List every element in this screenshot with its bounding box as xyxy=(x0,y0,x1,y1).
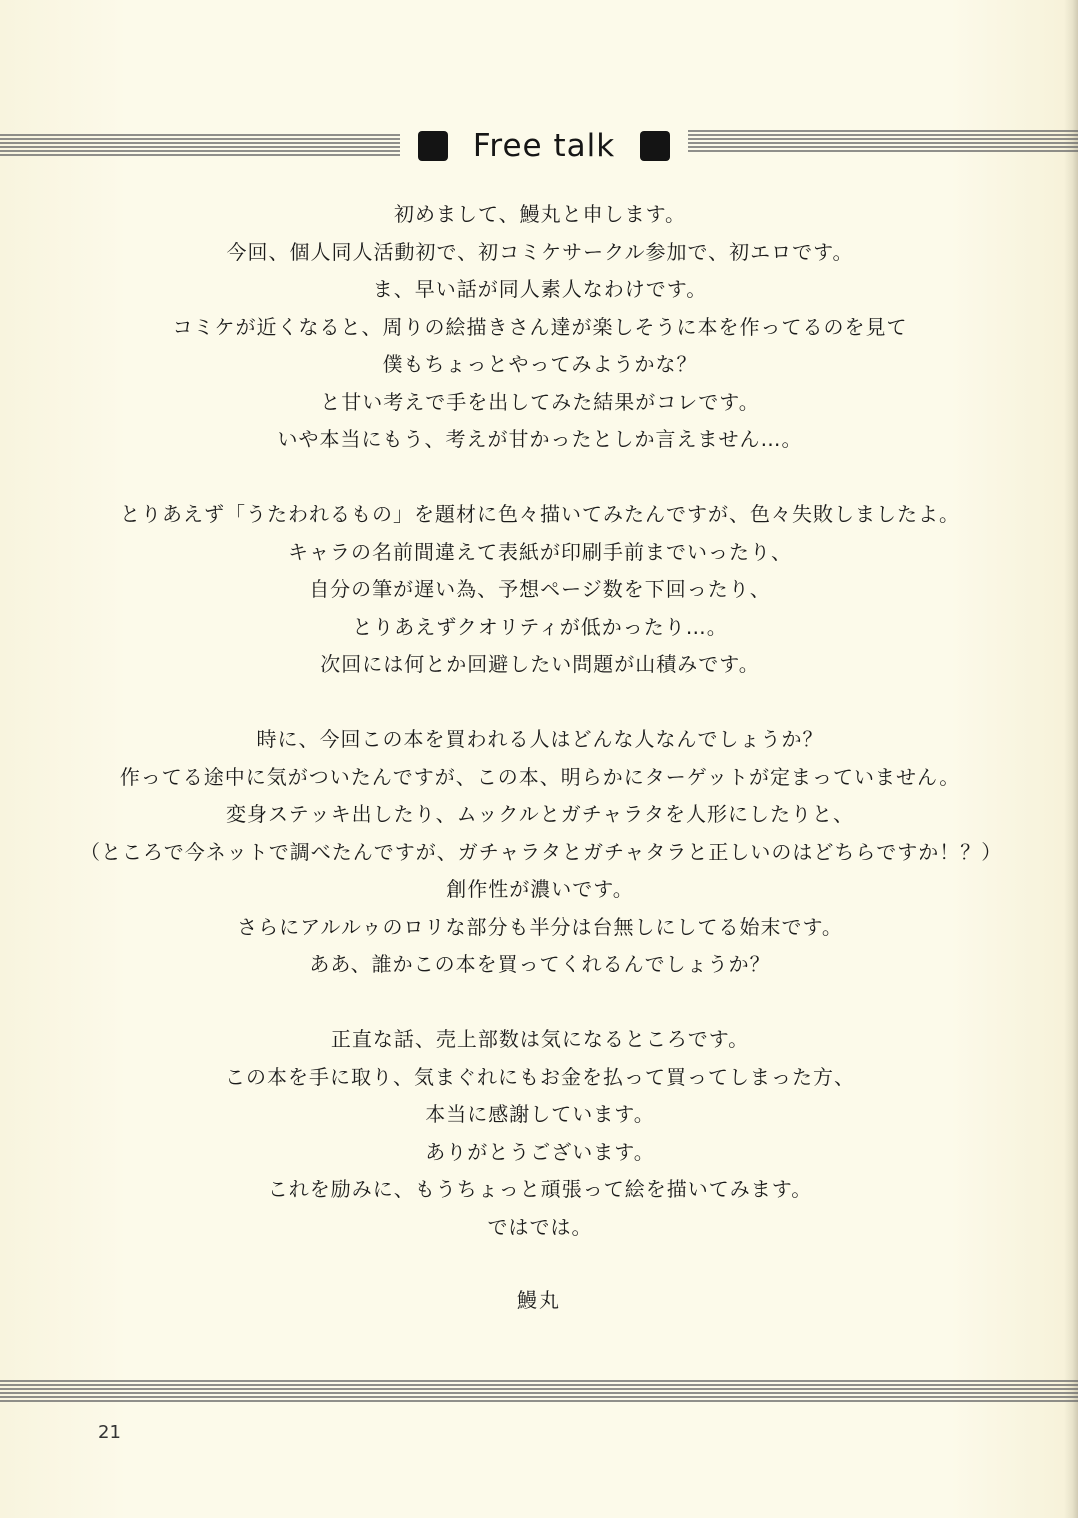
text-line: さらにアルルゥのロリな部分も半分は台無しにしてる始末です。 xyxy=(237,914,843,939)
square-bullet-icon xyxy=(640,131,670,161)
text-line: 次回には何とか回避したい問題が山積みです。 xyxy=(320,652,760,676)
section-header xyxy=(0,128,1078,164)
text-line: ま、早い話が同人素人なわけです。 xyxy=(372,277,708,301)
paragraph-gap xyxy=(80,984,1000,1022)
paragraph-2 xyxy=(80,496,1000,684)
paragraph-gap xyxy=(80,684,1000,722)
text-line: 初めまして、鰻丸と申します。 xyxy=(394,202,686,226)
text-line: これを励みに、もうちょっと頑張って絵を描いてみます。 xyxy=(267,1177,813,1201)
text-line: この本を手に取り、気まぐれにもお金を払って買ってしまった方、 xyxy=(225,1064,855,1089)
text-line: 作ってる途中に気がついたんですが、この本、明らかにターゲットが定まっていません。 xyxy=(119,764,961,789)
page-number: 21 xyxy=(98,1422,121,1443)
header-stripes-right xyxy=(688,130,1078,154)
text-line: ではでは。 xyxy=(487,1214,593,1239)
text-line: 僕もちょっとやってみようかな？ xyxy=(382,352,698,376)
text-line: とりあえずクオリティが低かったり…。 xyxy=(352,614,728,639)
text-line: いや本当にもう、考えが甘かったとしか言えません…。 xyxy=(277,427,803,451)
text-line: 創作性が濃いです。 xyxy=(446,877,634,901)
page-title: Free talk xyxy=(472,128,616,164)
square-bullet-icon xyxy=(418,131,448,161)
text-line: 今回、個人同人活動初で、初コミケサークル参加で、初エロです。 xyxy=(226,239,854,264)
text-line: と甘い考えで手を出してみた結果がコレです。 xyxy=(320,389,760,414)
paragraph-1 xyxy=(80,196,1000,459)
title-wrap xyxy=(418,128,670,164)
text-line: とりあえず「うたわれるもの」を題材に色々描いてみたんですが、色々失敗しましたよ。 xyxy=(120,502,960,526)
paragraph-4 xyxy=(80,1021,1000,1246)
text-line: ありがとうございます。 xyxy=(425,1139,655,1164)
text-line: キャラの名前間違えて表紙が印刷手前までいったり、 xyxy=(288,539,792,564)
paragraph-gap xyxy=(80,459,1000,497)
free-talk-body xyxy=(80,196,1003,1246)
text-line: （ところで今ネットで調べたんですが、ガチャラタとガチャタラと正しいのはどちらですか！？） xyxy=(80,839,1003,864)
author-signature: 鰻丸 xyxy=(517,1288,561,1312)
header-stripes-left xyxy=(0,134,400,158)
text-line: 時に、今回この本を買われる人はどんな人なんでしょうか？ xyxy=(256,727,824,751)
footer-stripes xyxy=(0,1380,1078,1404)
paragraph-3 xyxy=(80,721,1003,984)
text-line: 本当に感謝しています。 xyxy=(425,1102,655,1126)
text-line: 正直な話、売上部数は気になるところです。 xyxy=(330,1027,750,1051)
text-line: 変身ステッキ出したり、ムックルとガチャラタを人形にしたりと、 xyxy=(226,802,854,826)
text-line: ああ、誰かこの本を買ってくれるんでしょうか？ xyxy=(309,952,771,976)
text-line: 自分の筆が遅い為、予想ページ数を下回ったり、 xyxy=(309,577,771,601)
text-line: コミケが近くなると、周りの絵描きさん達が楽しそうに本を作ってるのを見て xyxy=(172,314,908,339)
